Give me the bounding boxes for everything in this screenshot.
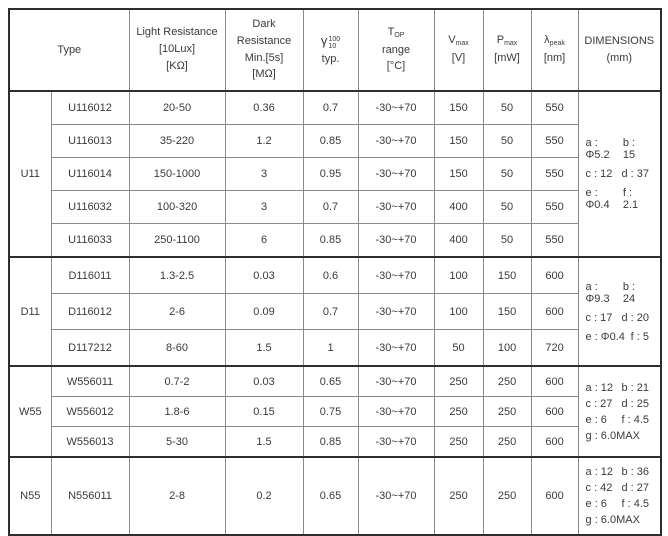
cell-gamma: 0.6 [303,257,358,294]
group-label-n55: N55 [9,457,51,535]
cell-dark: 0.09 [225,294,303,330]
table-row [9,397,661,427]
cell-model: W556011 [51,366,129,397]
cell-light: 35-220 [129,125,225,158]
dimensions-n55: a : 12 b : 36 c : 42 d : 27 e : 6 f : 4.5 g : 6.0MAX [578,457,661,535]
cell-top: -30~+70 [358,125,434,158]
cell-vmax: 100 [434,294,483,330]
table-row [9,366,661,397]
cell-model: N556011 [51,457,129,535]
cell-top: -30~+70 [358,427,434,458]
cell-top: -30~+70 [358,224,434,258]
cell-lambda: 550 [531,158,578,191]
dimensions-u11: a : Φ5.2 b : 15 c : 12 d : 37 e : Φ0.4 f : 2.1 [578,91,661,257]
cell-gamma: 0.65 [303,457,358,535]
table-row [9,457,661,535]
cell-pmax: 150 [483,257,531,294]
table-row [9,191,661,224]
cell-lambda: 600 [531,366,578,397]
table-row [9,91,661,125]
cell-light: 1.3-2.5 [129,257,225,294]
cell-pmax: 50 [483,224,531,258]
cell-top: -30~+70 [358,397,434,427]
cell-dark: 0.03 [225,257,303,294]
gamma-symbol: γ [320,33,328,49]
spec-table [8,8,662,536]
cell-light: 5-30 [129,427,225,458]
cell-pmax: 150 [483,294,531,330]
cell-model: U116012 [51,91,129,125]
cell-light: 8-60 [129,330,225,367]
cell-pmax: 250 [483,457,531,535]
cell-lambda: 720 [531,330,578,367]
cell-model: D116011 [51,257,129,294]
cell-light: 1.8-6 [129,397,225,427]
group-label-d11: D11 [9,257,51,366]
cell-vmax: 400 [434,191,483,224]
header-type: Type [9,9,129,91]
table-row [9,125,661,158]
cell-top: -30~+70 [358,257,434,294]
cell-dark: 3 [225,158,303,191]
header-top-range: $T_{OP}$ range [°C] [358,9,434,91]
cell-lambda: 600 [531,427,578,458]
cell-top: -30~+70 [358,294,434,330]
dimensions-d11: a : Φ9.3 b : 24 c : 17 d : 20 e : Φ0.4 f : 5 [578,257,661,366]
cell-light: 2-8 [129,457,225,535]
cell-pmax: 250 [483,366,531,397]
cell-dark: 0.15 [225,397,303,427]
table-row [9,294,661,330]
cell-vmax: 250 [434,397,483,427]
header-pmax: $P_{max}$ [mW] [483,9,531,91]
cell-gamma: 0.85 [303,224,358,258]
cell-model: W556012 [51,397,129,427]
cell-model: U116013 [51,125,129,158]
header-dimensions: DIMENSIONS (mm) [578,9,661,91]
cell-vmax: 400 [434,224,483,258]
cell-gamma: 0.7 [303,91,358,125]
table-row [9,158,661,191]
table-row [9,330,661,367]
cell-pmax: 50 [483,125,531,158]
cell-vmax: 250 [434,457,483,535]
header-vmax: $V_{max}$ [V] [434,9,483,91]
cell-vmax: 50 [434,330,483,367]
cell-gamma: 1 [303,330,358,367]
group-label-w55: W55 [9,366,51,457]
cell-light: 150-1000 [129,158,225,191]
cell-dark: 6 [225,224,303,258]
cell-gamma: 0.85 [303,125,358,158]
cell-light: 100-320 [129,191,225,224]
dimensions-w55: a : 12 b : 21 c : 27 d : 25 e : 6 f : 4.5 g : 6.0MAX [578,366,661,457]
cell-top: -30~+70 [358,191,434,224]
cell-model: D117212 [51,330,129,367]
table-row [9,224,661,258]
cell-light: 2-6 [129,294,225,330]
cell-model: W556013 [51,427,129,458]
cell-model: U116033 [51,224,129,258]
header-dark-resistance: Dark Resistance Min.[5s] [MΩ] [225,9,303,91]
cell-dark: 3 [225,191,303,224]
cell-top: -30~+70 [358,366,434,397]
cell-lambda: 550 [531,191,578,224]
header-gamma: γ 100 10 typ. [303,9,358,91]
cell-light: 20-50 [129,91,225,125]
cell-lambda: 550 [531,91,578,125]
cell-lambda: 600 [531,294,578,330]
cell-top: -30~+70 [358,457,434,535]
header-lambda-peak: $\lambda_{peak}$ [nm] [531,9,578,91]
cell-dark: 1.2 [225,125,303,158]
cell-lambda: 550 [531,224,578,258]
cell-pmax: 50 [483,191,531,224]
cell-vmax: 250 [434,366,483,397]
cell-model: U116032 [51,191,129,224]
cell-light: 0.7-2 [129,366,225,397]
cell-lambda: 550 [531,125,578,158]
cell-dark: 1.5 [225,330,303,367]
cell-vmax: 150 [434,91,483,125]
cell-top: -30~+70 [358,158,434,191]
cell-top: -30~+70 [358,91,434,125]
cell-pmax: 50 [483,158,531,191]
cell-pmax: 50 [483,91,531,125]
table-row [9,257,661,294]
cell-gamma: 0.95 [303,158,358,191]
cell-dark: 0.03 [225,366,303,397]
cell-gamma: 0.7 [303,191,358,224]
cell-top: -30~+70 [358,330,434,367]
cell-light: 250-1100 [129,224,225,258]
group-label-u11: U11 [9,91,51,257]
cell-vmax: 250 [434,427,483,458]
cell-gamma: 0.7 [303,294,358,330]
cell-pmax: 250 [483,397,531,427]
cell-dark: 0.2 [225,457,303,535]
cell-gamma: 0.85 [303,427,358,458]
header-light-resistance: Light Resistance [10Lux] [KΩ] [129,9,225,91]
cell-model: D116012 [51,294,129,330]
table-header [9,9,661,91]
cell-dark: 0.36 [225,91,303,125]
cell-vmax: 150 [434,158,483,191]
cell-lambda: 600 [531,257,578,294]
cell-dark: 1.5 [225,427,303,458]
cell-lambda: 600 [531,397,578,427]
cell-pmax: 250 [483,427,531,458]
table-row [9,427,661,458]
cell-gamma: 0.75 [303,397,358,427]
cell-lambda: 600 [531,457,578,535]
cell-vmax: 100 [434,257,483,294]
cell-vmax: 150 [434,125,483,158]
cell-gamma: 0.65 [303,366,358,397]
cell-model: U116014 [51,158,129,191]
cell-pmax: 100 [483,330,531,367]
